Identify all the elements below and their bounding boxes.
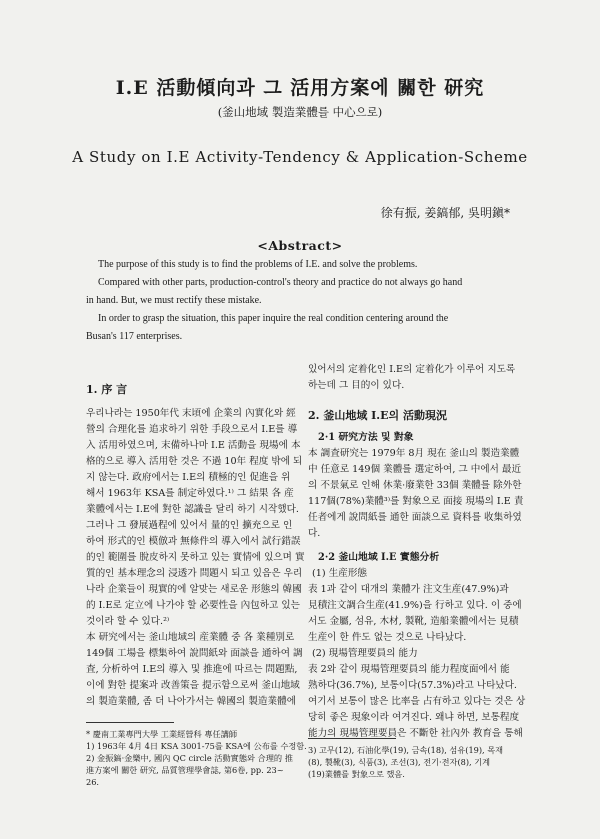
footnotes-left <box>86 728 307 788</box>
body-line: 의 製造業體, 좀 더 나아가서는 韓國의 製造業體에 <box>86 696 296 707</box>
abstract-line: in hand. But, we must rectify these mistake. <box>86 295 262 306</box>
body-line: 서도 金屬, 섬유, 木材, 製靴, 造船業體에서는 見積 <box>308 616 519 627</box>
body-line: 지 않는다. 政府에서는 I.E의 積極的인 促進을 위 <box>86 472 291 483</box>
body-line: 營의 合理化를 追求하기 위한 手段으로서 I.E를 導 <box>86 424 298 435</box>
body-line: 149個 工場을 標集하여 說問紙와 面談을 通하여 調 <box>86 648 303 659</box>
left-column <box>86 382 305 710</box>
body-line: 해서 1963年 KSA를 制定하였다.¹⁾ 그 結果 各 産 <box>86 488 294 499</box>
body-line: 的 I.E로 定立에 나가야 할 必要性을 內包하고 있는 <box>86 600 300 611</box>
subsection-heading-method: 2·1 研究方法 및 對象 <box>318 432 414 443</box>
abstract-line: Compared with other parts, production-control's theory and practice do not always go hand <box>98 277 463 288</box>
body-line: 나라 企業들이 現實的에 알맞는 새로운 形態의 韓國 <box>86 584 302 595</box>
footnote-divider-right <box>308 738 396 739</box>
footnote-line: 3) 고무(12), 石油化學(19), 금속(18), 섬유(19), 목재 <box>308 745 504 755</box>
footnote-line: (19)業體를 對象으로 했음. <box>308 769 405 779</box>
body-line: 있어서의 定着化인 I.E의 定着化가 이루어 지도록 <box>308 364 516 375</box>
body-line: 質的인 基本理念의 浸透가 問題시 되고 있음은 우리 <box>86 568 303 579</box>
body-line: 業體에서는 I.E에 對한 認識을 달리 하기 시작했다. <box>86 504 299 515</box>
body-line: 하여 形式的인 模倣과 無條件의 導入에서 試行錯誤 <box>86 536 301 547</box>
body-line: 査, 分析하여 I.E의 導入 및 推進에 따르는 問題點, <box>86 664 298 675</box>
footnote-line: * 慶南工業專門大學 工業經營科 專任講師 <box>86 729 238 739</box>
body-line: 우리나라는 1950年代 末頃에 企業의 內實化와 經 <box>86 408 296 419</box>
body-line: 生産이 한 件도 없는 것으로 나타났다. <box>308 632 467 643</box>
footnote-line: 進方案에 關한 研究, 品質管理學會誌, 第6卷, pp. 23~ <box>86 765 284 775</box>
body-line: 그러나 그 發展過程에 있어서 量的인 擴充으로 인 <box>86 520 293 531</box>
subsection-heading-ability: (2) 現場管理要員의 能力 <box>312 648 418 659</box>
abstract-body <box>86 256 504 346</box>
body-line: 表 2와 같이 現場管理要員의 能力程度面에서 能 <box>308 664 510 675</box>
paper-title-korean: I.E 活動傾向과 그 活用方案에 關한 研究 <box>115 77 485 99</box>
body-line: 本 調査研究는 1979年 8月 現在 釜山의 製造業體 <box>308 448 520 459</box>
author-list: 徐有振, 姜鎬郁, 吳明鎭* <box>380 206 510 220</box>
body-line: 表 1과 같이 대개의 業體가 注文生産(47.9%)과 <box>308 584 509 595</box>
footnote-line: 1) 1963年 4月 4日 KSA 3001-75를 KSA에 公布를 수정함. <box>86 741 307 751</box>
abstract-line: The purpose of this study is to find the problems of I.E. and solve the problems. <box>98 259 418 270</box>
body-line: 하는데 그 目的이 있다. <box>308 380 405 391</box>
section-heading-ie-status: 2. 釜山地域 I.E의 活動現況 <box>308 409 447 422</box>
body-line: 여기서 보통이 많은 比率을 占有하고 있다는 것은 상 <box>308 696 526 707</box>
body-line: 本 研究에서는 釜山地域의 産業體 중 各 業種別로 <box>86 632 295 643</box>
footnote-line: 26. <box>86 777 100 787</box>
body-line: 의 不景氣로 인해 休業·廢業한 33個 業體를 除外한 <box>308 480 522 491</box>
paper-title-english: A Study on I.E Activity-Tendency & Application-Scheme <box>72 148 528 166</box>
body-line: 이에 對한 提案과 改善策을 提示함으로써 釜山地域 <box>86 680 300 691</box>
abstract-heading: <Abstract> <box>257 238 343 253</box>
subsection-heading-production: (1) 生産形態 <box>312 568 368 579</box>
body-line: 格的으로 導入 活用한 것은 不過 10年 程度 밖에 되 <box>86 456 303 467</box>
body-line: 見積注文調合生産(41.9%)을 行하고 있다. 이 중에 <box>308 600 522 611</box>
body-line: 能力의 現場管理要員은 不斷한 社內外 教育을 통해 <box>308 728 523 739</box>
paper-subtitle-korean: (釜山地域 製造業體를 中心으로) <box>217 105 383 119</box>
body-line: 것이라 할 수 있다.²⁾ <box>86 616 170 627</box>
body-line: 117個(78%)業體³⁾를 對象으로 面接 現場의 I.E 責 <box>308 496 524 507</box>
body-line: 的인 範圍를 脫皮하지 못하고 있는 實情에 있으며 實 <box>86 552 305 563</box>
body-line: 任者에게 說問紙를 通한 面談으로 資料를 收集하였 <box>308 512 522 523</box>
subsection-heading-analysis: 2·2 釜山地域 I.E 實態分析 <box>318 552 440 563</box>
body-line: 熟하다(36.7%), 보통이다(57.3%)라고 나타났다. <box>308 680 517 691</box>
section-heading-introduction: 1. 序 言 <box>86 383 128 396</box>
body-line: 入 活用하였으며, 末備하나마 I.E 活動을 現場에 本 <box>86 440 301 451</box>
body-line: 당히 좋은 現象이라 여겨진다. 왜냐 하면, 보통程度 <box>308 712 520 723</box>
footnote-line: (8), 製靴(3), 식품(3), 조선(3), 전기·전자(8), 기계 <box>308 757 491 767</box>
right-column <box>308 362 526 742</box>
body-line: 中 任意로 149個 業體를 選定하여, 그 中에서 最近 <box>308 464 522 475</box>
footnotes-right <box>308 744 518 780</box>
footnote-divider-left <box>86 722 174 723</box>
abstract-line: In order to grasp the situation, this paper inquire the real condition centering around the <box>98 313 449 324</box>
abstract-line: Busan's 117 enterprises. <box>86 331 183 342</box>
body-line: 다. <box>308 528 321 539</box>
footnote-line: 2) 金振鎬·金樂中, 國內 QC circle 活動實態와 合理的 推 <box>86 753 293 763</box>
